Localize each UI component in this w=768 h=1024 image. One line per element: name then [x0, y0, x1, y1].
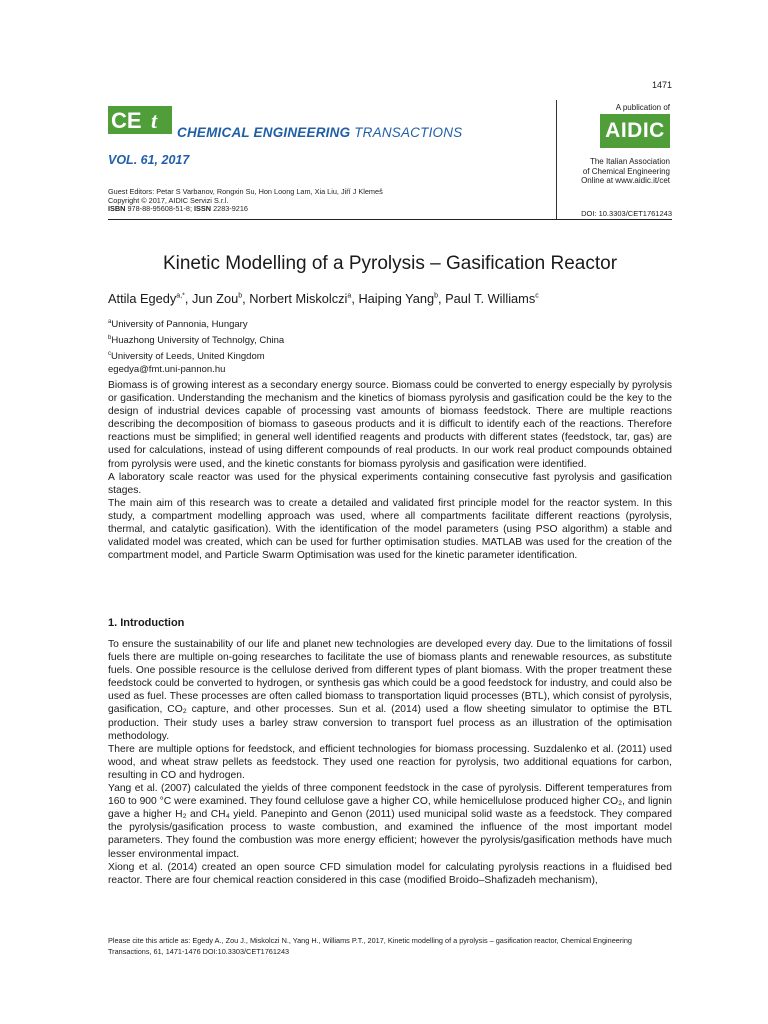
svg-text:t: t — [151, 108, 158, 133]
author-affiliation-marker: b — [238, 292, 243, 300]
author-name: Jun Zou — [191, 291, 239, 306]
introduction-body — [108, 638, 672, 887]
association-line-2: of Chemical Engineering — [582, 166, 670, 176]
journal-name-bold: CHEMICAL ENGINEERING — [177, 125, 351, 140]
header-rule — [108, 219, 672, 220]
body-paragraph: Xiong et al. (2014) created an open source CFD simulation model for calculating pyrolysis reactions in a fluidised bed reactor. There are four chemical reaction considered in this case (modified Broido–Shafizadeh mechanism), — [108, 861, 672, 886]
citation-footer: Please cite this article as: Egedy A., Zou J., Miskolczi N., Yang H., Williams P.T., 2017, Kinetic modelling of a pyrolysis – gasification reactor, Chemical Engineering Transactions, 61, 1471-1476 DOI:10.3303/CET1761243 — [108, 936, 632, 956]
publication-of-label: A publication of — [615, 103, 670, 112]
abstract — [108, 379, 672, 562]
cet-logo — [108, 106, 172, 134]
affiliation-item — [108, 364, 508, 377]
affiliation-marker: b — [108, 334, 112, 341]
affiliation-item — [108, 332, 508, 348]
affiliation-marker: a — [108, 319, 112, 325]
isbn-label: ISBN — [108, 204, 126, 213]
author-name: Norbert Miskolczi — [249, 291, 348, 306]
abstract-paragraph: The main aim of this research was to create a detailed and validated first principle model for the reactor system. In this study, a compartment modelling approach was used, where all compartments facilitate different reactions (pyrolysis, thermal, and catalytic gasification). With the identification of the model parameters (using PSO algorithm) a stable and validated model was created, which can be used for further optimisation studies. MATLAB was used for the creation of the compartment model, and Particle Swarm Optimisation was used for the kinetic parameter identification. — [108, 497, 672, 562]
journal-name-light: TRANSACTIONS — [354, 125, 463, 140]
author-name: Attila Egedy — [108, 291, 177, 306]
body-paragraph: To ensure the sustainability of our life and planet new technologies are developed every day. Due to the limitations of fossil fuels there are multiple on-going researches to facilitate the use of biomass plants and renewable resources, as substitute fuels. One possible resource is the cellulose derived from different types of plant biomass. With the proper treatment these feedstock could be converted to hydrogen, or synthesis gas which could be a good feedstock for industry, and could also be used as fuel. These processes are often called biomass to transportation liquid processes (BTL), which consist of pyrolysis, gasification, CO₂ capture, and other processes. Sun et al. (2014) used a flow sheeting simulator to optimise the BTL production. Their study uses a barley straw conversion to transport fuel process as an illustration of the optimisation methodology. — [108, 639, 672, 742]
front-matter — [108, 188, 558, 214]
association-line-3: Online at www.aidic.it/cet — [581, 176, 670, 185]
association-line-1: The Italian Association — [589, 157, 670, 166]
isbn-issn — [108, 205, 558, 214]
author-affiliation-marker: b — [434, 292, 439, 300]
page-number: 1471 — [651, 80, 672, 90]
isbn-value: 978-88-95608-51-8; — [127, 204, 192, 213]
publisher-info — [560, 157, 670, 186]
author-list: Attila Egedy$^{a,*}$, Jun Zou$^b$, Norbert Miskolczi$^a$, Haiping Yang$^b$, Paul T. Williams$^c$ — [108, 291, 539, 306]
affiliation-item — [108, 348, 508, 364]
affiliation-item — [108, 316, 508, 332]
author-name: Paul T. Williams — [445, 291, 536, 306]
author-affiliation-marker: c — [535, 292, 539, 300]
doi: DOI: 10.3303/CET1761243 — [581, 209, 672, 218]
issn-label: ISSN — [194, 204, 212, 213]
svg-text:CE: CE — [111, 108, 142, 133]
affiliation-text: University of Leeds, United Kingdom — [111, 351, 265, 363]
journal-volume: VOL. 61, 2017 — [108, 153, 190, 167]
aidic-logo: AIDIC — [600, 114, 670, 148]
body-paragraph: Yang et al. (2007) calculated the yields of three component feedstock in the case of pyrolysis. Different temperatures from 160 to 900 °C were examined. They found cellulose gave a higher CO, while hemicellulose produced higher CO₂, and lignin gave a higher H₂ and CH₄ yield. Panepinto and Genon (2011) used municipal solid waste as a feedstock. They compared the pyrolysis/gasification process to waste combustion, and examined the influence of the most important model parameters. They found the combustion was more energy efficient; however the pyrolysis/gasification methods have much lesser environmental impact. — [108, 783, 672, 860]
affiliation-text: Huazhong University of Technolgy, China — [111, 335, 285, 347]
affiliation-text: University of Pannonia, Hungary — [111, 319, 248, 331]
journal-name — [177, 125, 462, 140]
paper-title: Kinetic Modelling of a Pyrolysis – Gasification Reactor — [162, 253, 618, 274]
abstract-paragraph: Biomass is of growing interest as a secondary energy source. Biomass could be converted to energy especially by pyrolysis or gasification. Understanding the mechanism and the kinetics of biomass pyrolysis and gasification could be the key to the design of industrial devices capable of processing vast amounts of biomass feedstock. There are multiple reactions describing the decomposition of biomass to gaseous products and it is difficult to identify each of the reactions. Therefore reactions must be simplified; in general well identified reagents and products with different states (feedstock, tar, gas) are used for calculations, instead of using different compounds of real products. In our work real product compounds obtained from pyrolysis were used, and the kinetic constants for biomass pyrolysis and gasification were identified. — [108, 380, 672, 470]
body-paragraph: There are multiple options for feedstock, and efficient technologies for biomass processing. Suzdalenko et al. (2011) used wood, and wheat straw pellets as feedstock. They used one reaction for pyrolysis, two additional equations for carbon, resulting in CO and hydrogen. — [108, 743, 672, 781]
section-heading-introduction: 1. Introduction — [108, 617, 185, 629]
author-affiliation-marker: a,* — [176, 292, 185, 300]
author-affiliation-marker: a — [347, 292, 352, 300]
guest-editors: Guest Editors: Petar S Varbanov, Rongxin Su, Hon Loong Lam, Xia Liu, Jiří J Klemeš — [108, 187, 383, 196]
author-name: Haiping Yang — [358, 291, 435, 306]
issn-value: 2283-9216 — [213, 204, 248, 213]
copyright: Copyright © 2017, AIDIC Servizi S.r.l. — [108, 195, 229, 205]
affiliation-list — [108, 316, 508, 377]
abstract-paragraph: A laboratory scale reactor was used for the physical experiments containing consecutive fast pyrolysis and gasification stages. — [108, 471, 672, 496]
affiliation-marker: c — [108, 350, 111, 357]
affiliation-text: egedya@fmt.uni-pannon.hu — [108, 363, 226, 375]
